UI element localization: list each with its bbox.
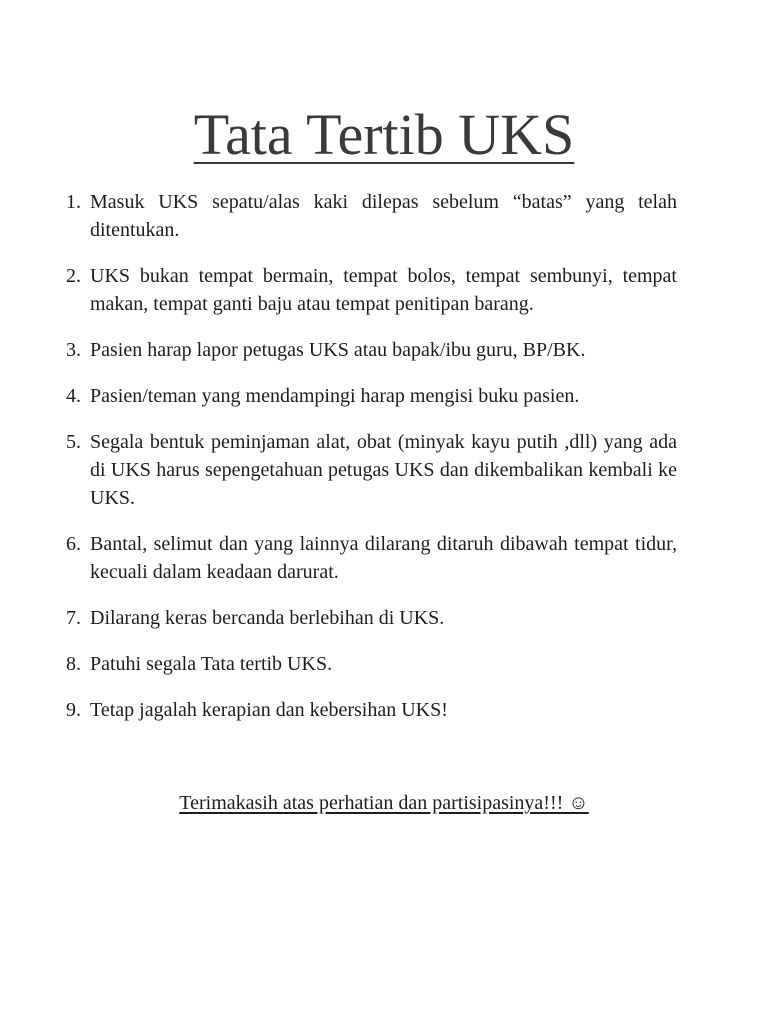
rule-item [66,188,677,244]
rule-number: 8. [66,653,81,675]
rule-text: Dilarang keras bercanda berlebihan di UKS. [90,607,445,629]
page-title-text: Tata Tertib UKS [193,102,575,167]
rule-number: 1. [66,191,81,213]
page-title [0,100,768,170]
rule-text: Masuk UKS sepatu/alas kaki dilepas sebelum “batas” yang telah ditentukan. [90,191,677,241]
rule-text: Patuhi segala Tata tertib UKS. [90,653,333,675]
rule-item [66,382,677,410]
rules-list [66,188,677,742]
rule-item [66,604,677,632]
rule-text: Pasien harap lapor petugas UKS atau bapak/ibu guru, BP/BK. [90,339,586,361]
rule-text: UKS bukan tempat bermain, tempat bolos, tempat sembunyi, tempat makan, tempat ganti baju atau tempat penitipan barang. [90,265,677,315]
rule-text: Pasien/teman yang mendampingi harap mengisi buku pasien. [90,385,580,407]
rule-text: Segala bentuk peminjaman alat, obat (minyak kayu putih ,dll) yang ada di UKS harus sepengetahuan petugas UKS dan dikembalikan kembali ke UKS. [90,431,677,509]
rule-item [66,262,677,318]
closing-message-text: Terimakasih atas perhatian dan partisipasinya!!! ☺ [179,792,589,814]
rule-number: 2. [66,265,81,287]
rule-item [66,428,677,512]
rule-item [66,336,677,364]
rule-number: 4. [66,385,81,407]
rule-text: Tetap jagalah kerapian dan kebersihan UKS! [90,699,448,721]
rule-number: 7. [66,607,81,629]
rule-number: 9. [66,699,81,721]
rule-number: 5. [66,431,81,453]
rule-item [66,650,677,678]
rule-number: 3. [66,339,81,361]
closing-message [0,789,768,817]
rule-item [66,530,677,586]
rule-item [66,696,677,724]
rule-number: 6. [66,533,81,555]
rule-text: Bantal, selimut dan yang lainnya dilarang ditaruh dibawah tempat tidur, kecuali dalam keadaan darurat. [90,533,677,583]
